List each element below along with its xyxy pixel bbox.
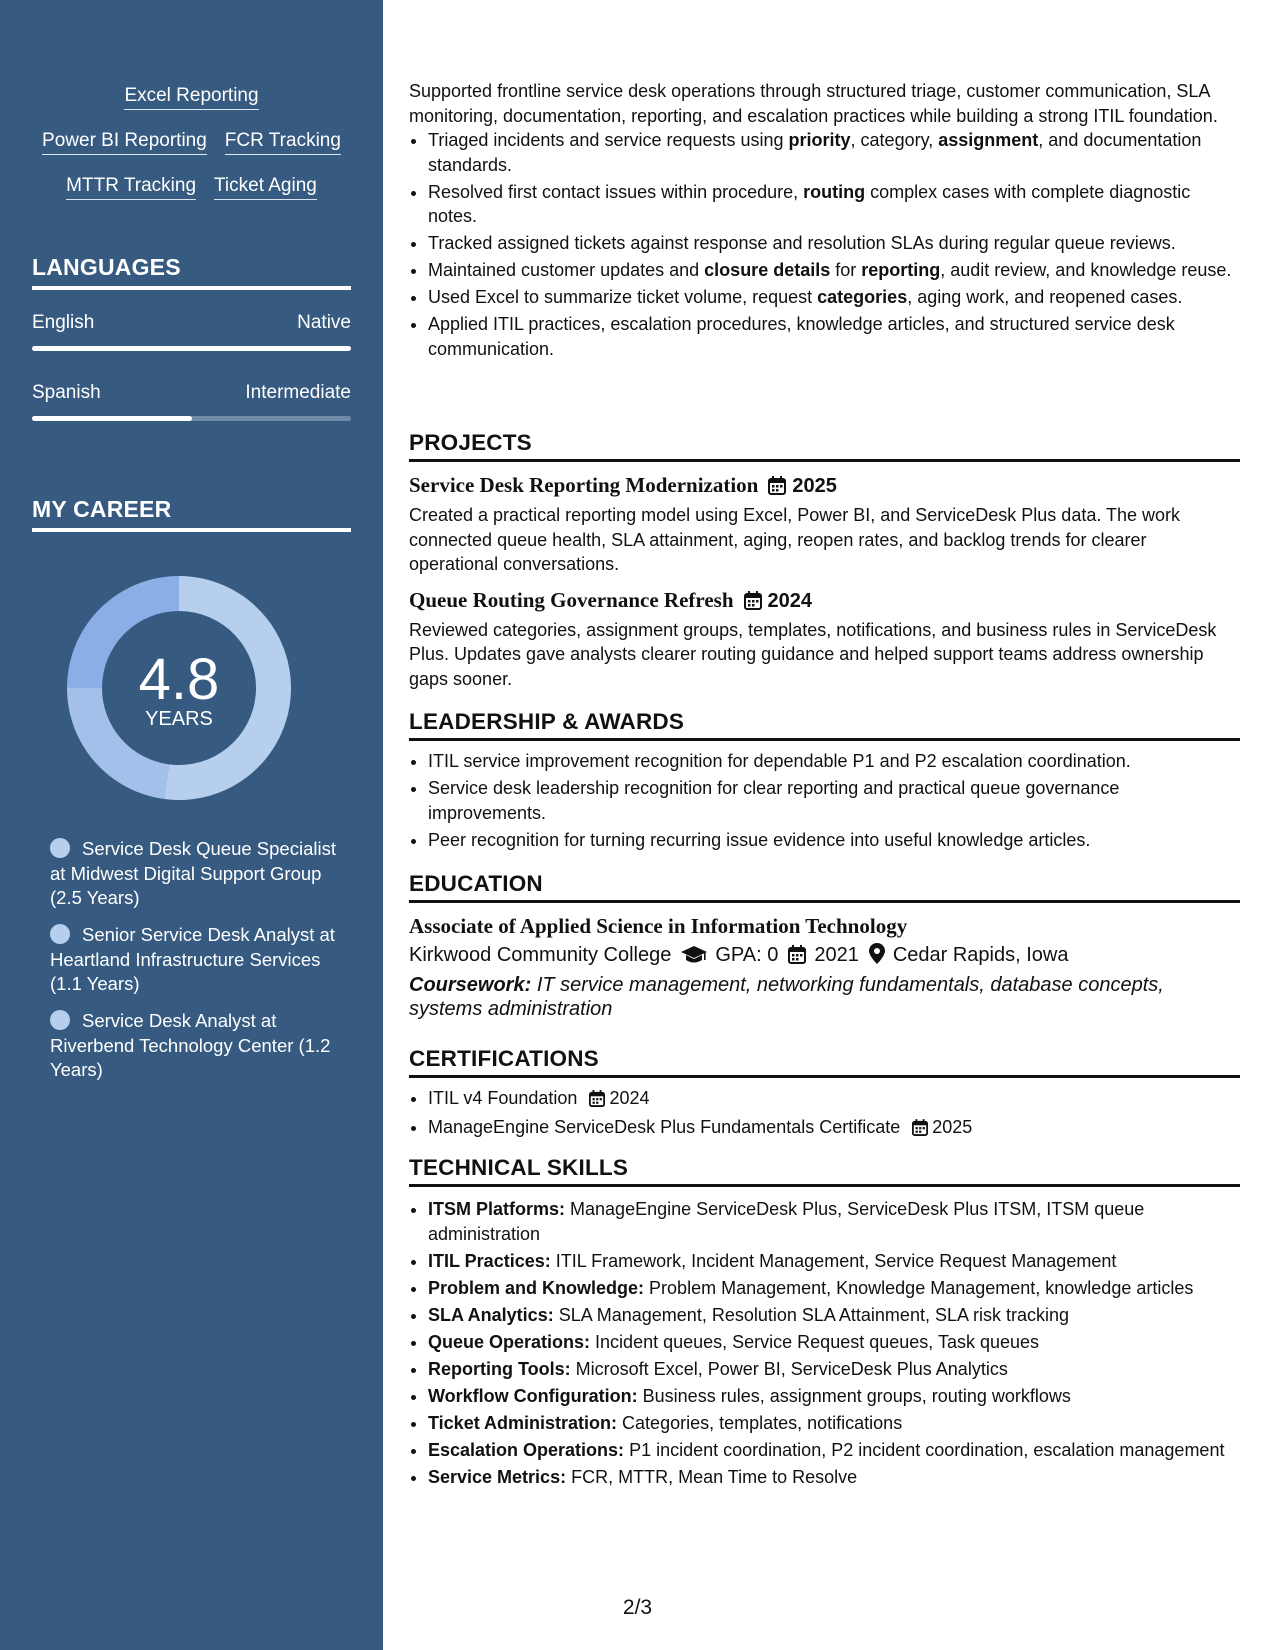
skills-heading: TECHNICAL SKILLS [409, 1155, 1240, 1187]
language-proficiency-fill [32, 416, 192, 421]
certification-year: 2024 [609, 1088, 650, 1108]
skill-label: Reporting Tools: [428, 1358, 571, 1379]
bullet-text: , aging work, and reopened cases. [907, 287, 1183, 307]
project-name: Service Desk Reporting Modernization [409, 473, 759, 497]
project-item [409, 587, 1240, 692]
skill-row [428, 1357, 1240, 1382]
gpa: GPA: 0 [715, 944, 779, 966]
school-location: Cedar Rapids, Iowa [892, 944, 1069, 966]
skill-tag-row [32, 175, 351, 220]
certification-name: ManageEngine ServiceDesk Plus Fundamentals Certificate [428, 1116, 901, 1137]
skill-row [428, 1197, 1240, 1246]
project-year: 2024 [767, 589, 813, 612]
language-spanish [32, 382, 351, 421]
bullet-text: Tracked assigned tickets against response and resolution SLAs during regular queue reviews. [428, 233, 1176, 253]
language-level: Native [297, 312, 351, 333]
skill-row [428, 1330, 1240, 1355]
skills-list [409, 1197, 1240, 1489]
skill-value: Problem Management, Knowledge Management, knowledge articles [649, 1277, 1194, 1298]
career-item-text: Senior Service Desk Analyst at Heartland Infrastructure Services (1.1 Years) [50, 924, 335, 994]
education-meta [409, 941, 1240, 969]
experience-block [409, 79, 1240, 364]
bullet-text: Triaged incidents and service requests using [428, 130, 789, 150]
skill-label: Escalation Operations: [428, 1439, 625, 1460]
list-item [428, 1115, 1240, 1140]
career-item [50, 837, 340, 911]
career-item [50, 923, 340, 997]
experience-summary: Supported frontline service desk operations through structured triage, customer communication, SLA monitoring, documentation, reporting, and escalation practices while building a strong ITIL foundation. [409, 81, 1218, 126]
leadership-list [409, 749, 1240, 852]
skill-label: ITIL Practices: [428, 1250, 551, 1271]
coursework [409, 973, 1240, 1021]
school-name: Kirkwood Community College [409, 944, 672, 966]
skill-value: ManageEngine ServiceDesk Plus, ServiceDesk Plus ITSM, ITSM queue administration [428, 1199, 1145, 1244]
coursework-text: IT service management, networking fundamentals, database concepts, systems administration [409, 974, 1164, 1020]
calendar-icon [912, 1119, 928, 1136]
calendar-icon [768, 476, 786, 495]
skill-value: Microsoft Excel, Power BI, ServiceDesk Plus Analytics [575, 1358, 1008, 1379]
skill-tag[interactable]: MTTR Tracking [66, 175, 196, 200]
main-content [409, 0, 1240, 1650]
certification-name: ITIL v4 Foundation [428, 1088, 578, 1108]
bold-keyword: assignment [938, 130, 1039, 150]
skill-tag[interactable]: Ticket Aging [214, 175, 317, 200]
skill-tag[interactable]: Power BI Reporting [42, 130, 207, 155]
skill-value: Business rules, assignment groups, routing workflows [642, 1385, 1071, 1406]
skills-section [409, 1155, 1240, 1492]
leadership-section [409, 709, 1240, 855]
education-section [409, 871, 1240, 1021]
experience-bullets [409, 128, 1240, 361]
skill-label: Problem and Knowledge: [428, 1277, 645, 1298]
skill-tag-row [32, 85, 351, 130]
skill-value: SLA Management, Resolution SLA Attainment, SLA risk tracking [558, 1304, 1070, 1325]
career-dot-icon [50, 924, 70, 944]
skill-row [428, 1249, 1240, 1274]
skill-label: Queue Operations: [428, 1331, 591, 1352]
bold-keyword: reporting [861, 260, 941, 280]
graduation-cap-icon [681, 946, 707, 964]
skill-label: Ticket Administration: [428, 1412, 618, 1433]
career-item-text: Service Desk Analyst at Riverbend Technology Center (1.2 Years) [50, 1010, 331, 1080]
certifications-list [409, 1086, 1240, 1139]
career-dot-icon [50, 1010, 70, 1030]
career-total-years: 4.8 [138, 647, 220, 712]
language-proficiency-bar [32, 346, 351, 351]
project-year: 2025 [792, 475, 837, 497]
bullet-text: complex cases with complete diagnostic notes. [428, 181, 1191, 226]
certifications-heading: CERTIFICATIONS [409, 1046, 1240, 1078]
bullet-text: Resolved first contact issues within procedure, [428, 181, 804, 202]
skill-value: ITIL Framework, Incident Management, Service Request Management [555, 1250, 1117, 1271]
skill-row [428, 1276, 1240, 1301]
list-item: • ITIL service improvement recognition for dependable P1 and P2 escalation coordination. [428, 749, 1240, 774]
language-level: Intermediate [245, 382, 351, 403]
leadership-heading: LEADERSHIP & AWARDS [409, 709, 1240, 741]
bullet-text: , category, [850, 130, 939, 150]
certifications-section [409, 1046, 1240, 1142]
languages-heading: LANGUAGES [32, 254, 351, 290]
certification-year: 2025 [932, 1116, 973, 1137]
skill-tag-row [32, 130, 351, 175]
location-pin-icon [869, 943, 885, 964]
skill-row [428, 1303, 1240, 1328]
project-description: Reviewed categories, assignment groups, templates, notifications, and business rules in ServiceDesk Plus. Updates gave analysts clearer routing guidance and helped support teams address ownership gaps sooner. [409, 619, 1217, 689]
list-item [428, 128, 1240, 177]
skill-value: P1 incident coordination, P2 incident coordination, escalation management [629, 1439, 1225, 1460]
skill-tags [32, 85, 351, 220]
skill-row [428, 1438, 1240, 1463]
career-dot-icon [50, 838, 70, 858]
language-proficiency-fill [32, 346, 351, 351]
page-number: 2/3 [622, 1596, 653, 1619]
skill-label: ITSM Platforms: [428, 1199, 566, 1219]
skill-label: Workflow Configuration: [428, 1385, 638, 1406]
skill-label: SLA Analytics: [428, 1304, 554, 1325]
projects-heading: PROJECTS [409, 430, 1240, 462]
projects-section [409, 430, 1240, 691]
skill-row [428, 1465, 1240, 1490]
sidebar [0, 0, 383, 1650]
skill-value: FCR, MTTR, Mean Time to Resolve [571, 1466, 858, 1487]
project-item [409, 472, 1240, 577]
graduation-year: 2021 [814, 944, 859, 966]
career-item [50, 1009, 340, 1083]
career-item-text: Service Desk Queue Specialist at Midwest Digital Support Group (2.5 Years) [50, 838, 336, 908]
bold-keyword: categories [817, 287, 908, 307]
skill-value: Incident queues, Service Request queues, Task queues [595, 1331, 1040, 1352]
list-item [428, 231, 1240, 256]
list-item: • Peer recognition for turning recurring issue evidence into useful knowledge articles. [428, 828, 1240, 853]
project-name: Queue Routing Governance Refresh [409, 587, 734, 612]
degree-title: Associate of Applied Science in Information Technology [409, 914, 908, 938]
bullet-text: , and documentation standards. [428, 130, 1202, 175]
skill-tag[interactable]: Excel Reporting [124, 85, 258, 110]
bullet-text: Maintained customer updates and [428, 260, 705, 280]
calendar-icon [589, 1090, 605, 1107]
bullet-text: for [830, 260, 862, 280]
language-proficiency-bar [32, 416, 351, 421]
bullet-text: Used Excel to summarize ticket volume, request [428, 287, 818, 307]
bullet-text: Applied ITIL practices, escalation procedures, knowledge articles, and structured service desk communication. [428, 314, 1175, 359]
bold-keyword: closure details [704, 260, 831, 280]
list-item: • Service desk leadership recognition for clear reporting and practical queue governance improvements. [428, 776, 1240, 825]
project-description: Created a practical reporting model using Excel, Power BI, and ServiceDesk Plus data. The work connected queue health, SLA attainment, aging, reopen rates, and backlog trends for clearer operational conversations. [409, 505, 1181, 574]
career-heading: MY CAREER [32, 496, 351, 532]
calendar-icon [744, 591, 762, 610]
list-item [428, 1086, 1240, 1111]
list-item [428, 285, 1240, 310]
skill-row [428, 1411, 1240, 1436]
language-name: English [32, 312, 95, 333]
career-years-unit: YEARS [145, 708, 213, 730]
language-name: Spanish [32, 382, 101, 403]
bold-keyword: routing [803, 181, 866, 202]
list-item [428, 258, 1240, 283]
bold-keyword: priority [788, 130, 851, 150]
education-heading: EDUCATION [409, 871, 1240, 903]
list-item [428, 180, 1240, 229]
language-english [32, 312, 351, 351]
list-item [428, 312, 1240, 361]
skill-row [428, 1384, 1240, 1409]
skill-tag[interactable]: FCR Tracking [225, 130, 341, 155]
skill-label: Service Metrics: [428, 1466, 567, 1487]
skill-value: Categories, templates, notifications [622, 1412, 903, 1433]
calendar-icon [788, 945, 806, 964]
coursework-label: Coursework: [409, 974, 532, 996]
bullet-text: , audit review, and knowledge reuse. [940, 260, 1232, 280]
